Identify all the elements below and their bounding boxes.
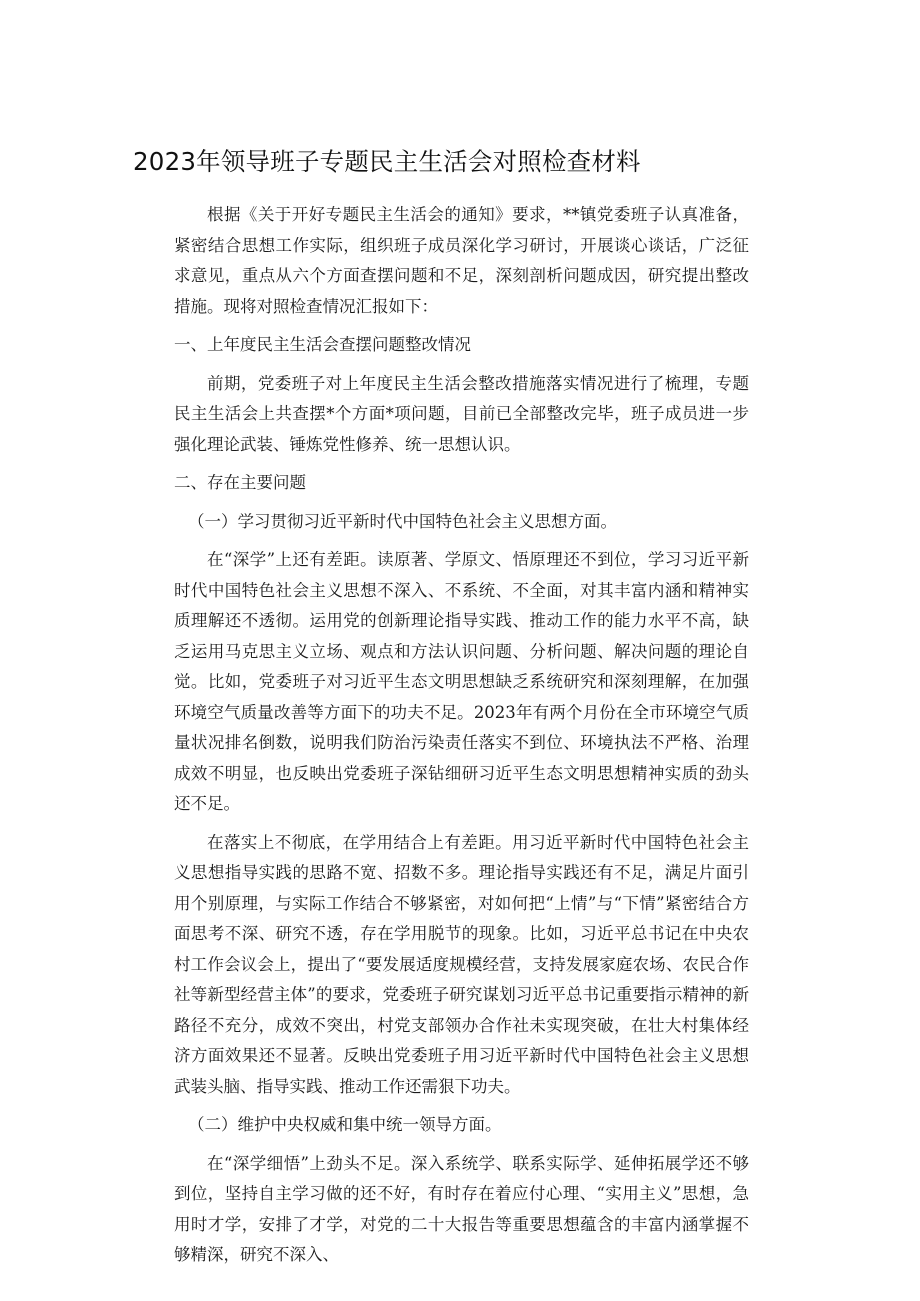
subsection2-heading: （二）维护中央权威和集中统一领导方面。 <box>188 1115 502 1134</box>
document-title: 2023年领导班子专题民主生活会对照检查材料 <box>133 147 641 176</box>
section1-paragraph: 前期，党委班子对上年度民主生活会整改措施落实情况进行了梳理，专题民主生活会上共查摆*个方面*项问题，目前已全部整改完毕，班子成员进一步强化理论武装、锤炼党性修养、统一思想认识。 <box>174 373 749 454</box>
section2-heading: 二、存在主要问题 <box>174 473 306 492</box>
subsection1-heading: （一）学习贯彻习近平新时代中国特色社会主义思想方面。 <box>188 511 617 531</box>
subsection1-paragraph-1: 在“深学”上还有差距。读原著、学原文、悟原理还不到位，学习习近平新时代中国特色社会主义思想不深入、不系统、不全面，对其丰富内涵和精神实质理解还不透彻。运用党的创新理论指导实践、推动工作的能力水平不高，缺乏运用马克思主义立场、观点和方法认识问题、分析问题、解决问题的理论自觉。比如，党委班子对习近平生态文明思想缺乏系统研究和深刻理解，在加强环境空气质量改善等方面下的功夫不足。2023年有两个月份在全市环境空气质量状况排名倒数，说明我们防治污染责任落实不到位、环境执法不严格、治理成效不明显，也反映出党委班子深钻细研习近平生态文明思想精神实质的劲头还不足。 <box>174 550 749 813</box>
section1-heading: 一、上年度民主生活会查摆问题整改情况 <box>174 335 471 354</box>
document-body <box>174 200 749 1271</box>
intro-paragraph: 根据《关于开好专题民主生活会的通知》要求，**镇党委班子认真准备，紧密结合思想工作实际，组织班子成员深化学习研讨，开展谈心谈话，广泛征求意见，重点从六个方面查摆问题和不足，深刻剖析问题成因，研究提出整改措施。现将对照检查情况汇报如下： <box>174 205 749 316</box>
subsection1-paragraph-2: 在落实上不彻底，在学用结合上有差距。用习近平新时代中国特色社会主义思想指导实践的思路不宽、招数不多。理论指导实践还有不足，满足片面引用个别原理，与实际工作结合不够紧密，对如何把“上情”与“下情”紧密结合方面思考不深、研究不透，存在学用脱节的现象。比如，习近平总书记在中央农村工作会议会上，提出了“要发展适度规模经营，支持发展家庭农场、农民合作社等新型经营主体”的要求，党委班子研究谋划习近平总书记重要指示精神的新路径不充分，成效不突出，村党支部领办合作社未实现突破，在壮大村集体经济方面效果还不显著。反映出党委班子用习近平新时代中国特色社会主义思想武装头脑、指导实践、推动工作还需狠下功夫。 <box>174 832 749 1096</box>
subsection2-paragraph-1: 在“深学细悟”上劲头不足。深入系统学、联系实际学、延伸拓展学还不够到位，坚持自主学习做的还不好，有时存在着应付心理、“实用主义”思想，急用时才学，安排了才学，对党的二十大报告等重要思想蕴含的丰富内涵掌握不够精深，研究不深入、 <box>174 1153 749 1264</box>
